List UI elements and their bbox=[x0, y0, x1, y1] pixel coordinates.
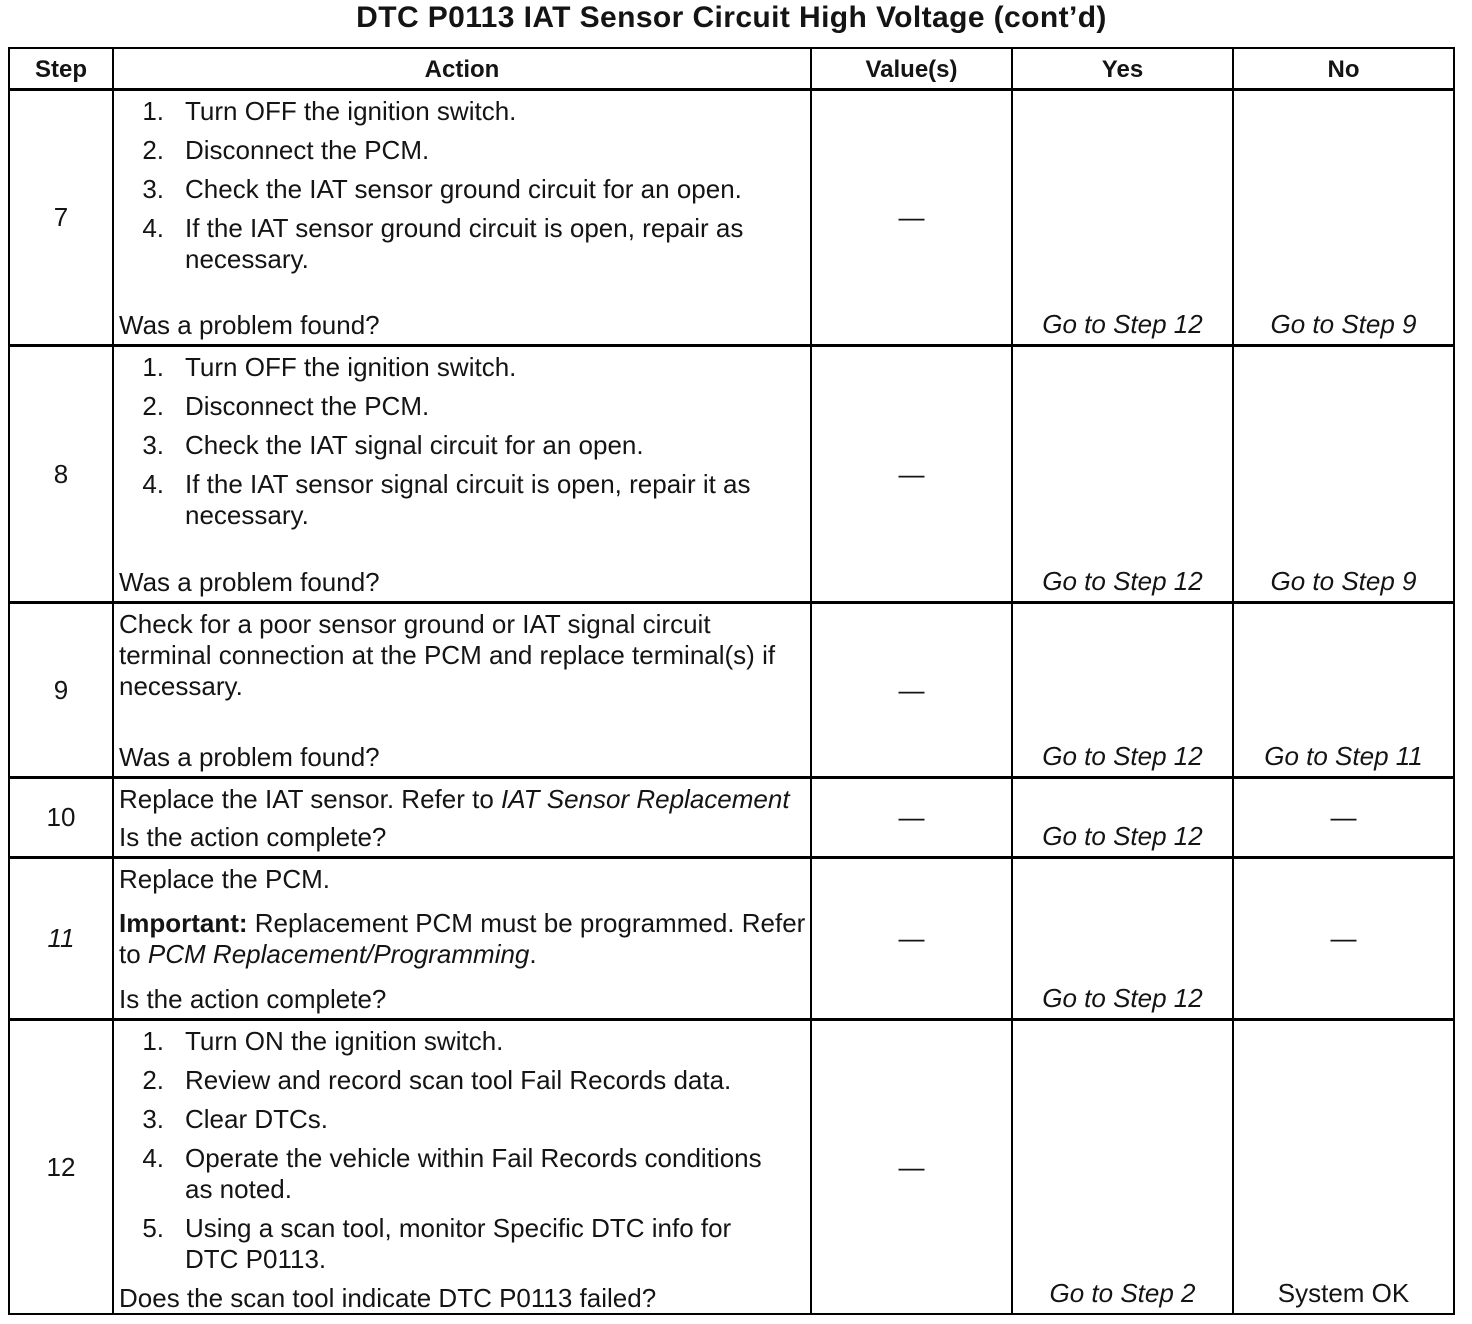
instruction-text: Replace the PCM. bbox=[119, 864, 330, 894]
instruction-item bbox=[119, 430, 810, 461]
instruction-body: Replace the IAT sensor. Refer to bbox=[119, 784, 502, 814]
item-text: Check the IAT sensor ground circuit for an open. bbox=[185, 174, 742, 204]
instruction-item bbox=[119, 391, 810, 422]
diagnostic-table bbox=[8, 47, 1455, 1315]
instruction-text bbox=[119, 784, 819, 815]
instruction-item bbox=[119, 174, 810, 205]
no-target: — bbox=[1330, 923, 1357, 953]
value-cell bbox=[812, 347, 1011, 601]
no-cell bbox=[1234, 859, 1453, 1018]
question-text: Was a problem found? bbox=[119, 742, 380, 772]
item-number: 5. bbox=[142, 1213, 164, 1243]
action-cell bbox=[114, 604, 810, 776]
item-text: Clear DTCs. bbox=[185, 1104, 329, 1134]
instruction-list bbox=[119, 352, 810, 539]
important-label: Important: bbox=[119, 908, 248, 938]
no-cell bbox=[1234, 604, 1453, 776]
step-cell bbox=[10, 779, 112, 856]
column-header-yes: Yes bbox=[1013, 49, 1232, 88]
value-text: — bbox=[898, 202, 925, 232]
value-text: — bbox=[898, 674, 925, 705]
item-text: If the IAT sensor signal circuit is open, repair it as necessary. bbox=[185, 469, 751, 530]
yes-target: Go to Step 2 bbox=[1049, 1278, 1196, 1308]
action-cell bbox=[114, 1021, 810, 1313]
reference-title: PCM Replacement/Programming bbox=[147, 939, 530, 969]
question-text: Is the action complete? bbox=[119, 822, 387, 852]
action-cell bbox=[114, 91, 810, 344]
instruction-item bbox=[119, 352, 810, 383]
item-number: 3. bbox=[142, 1104, 164, 1134]
value-text: — bbox=[898, 923, 925, 953]
step-number: 9 bbox=[53, 674, 69, 705]
item-text: Using a scan tool, monitor Specific DTC info for DTC P0113. bbox=[185, 1213, 732, 1274]
instruction-item bbox=[119, 213, 810, 275]
no-cell bbox=[1234, 347, 1453, 601]
instruction-block bbox=[119, 864, 810, 970]
item-text: Disconnect the PCM. bbox=[185, 135, 430, 165]
item-text: Turn OFF the ignition switch. bbox=[185, 96, 517, 126]
item-text: Turn OFF the ignition switch. bbox=[185, 352, 517, 382]
reference-title: IAT Sensor Replacement bbox=[501, 784, 790, 814]
value-cell bbox=[812, 604, 1011, 776]
item-text: Turn ON the ignition switch. bbox=[185, 1026, 504, 1056]
value-cell bbox=[812, 779, 1011, 856]
item-number: 1. bbox=[142, 96, 164, 126]
item-text: Disconnect the PCM. bbox=[185, 391, 430, 421]
item-number: 4. bbox=[142, 1143, 164, 1173]
no-target: System OK bbox=[1277, 1278, 1410, 1308]
yes-cell bbox=[1013, 604, 1232, 776]
value-text: — bbox=[898, 1151, 925, 1182]
item-text: Review and record scan tool Fail Records data. bbox=[185, 1065, 732, 1095]
question-text: Does the scan tool indicate DTC P0113 failed? bbox=[119, 1283, 657, 1313]
step-cell bbox=[10, 91, 112, 344]
value-text: — bbox=[898, 802, 925, 832]
action-cell bbox=[114, 347, 810, 601]
no-cell bbox=[1234, 1021, 1453, 1313]
no-target: — bbox=[1330, 802, 1357, 832]
action-cell bbox=[114, 779, 810, 856]
step-number: 8 bbox=[53, 458, 69, 489]
instruction-list bbox=[119, 96, 810, 283]
instruction-item bbox=[119, 135, 810, 166]
instruction-item bbox=[119, 469, 810, 531]
step-number: 10 bbox=[46, 802, 76, 832]
item-number: 4. bbox=[142, 469, 164, 499]
value-text: — bbox=[898, 458, 925, 489]
action-cell bbox=[114, 859, 810, 1018]
reference-suffix: . bbox=[529, 939, 537, 969]
item-number: 1. bbox=[142, 1026, 164, 1056]
instruction-item bbox=[119, 1065, 810, 1096]
column-header-no: No bbox=[1234, 49, 1453, 88]
instruction-text: Check for a poor sensor ground or IAT signal circuit terminal connection at the PCM and replace terminal(s) if necessary. bbox=[119, 609, 776, 701]
value-cell bbox=[812, 91, 1011, 344]
value-cell bbox=[812, 859, 1011, 1018]
item-number: 2. bbox=[142, 391, 164, 421]
yes-target: Go to Step 12 bbox=[1042, 309, 1203, 339]
yes-cell bbox=[1013, 779, 1232, 856]
important-note bbox=[119, 908, 819, 970]
step-cell bbox=[10, 859, 112, 1018]
no-target: Go to Step 9 bbox=[1270, 566, 1417, 596]
instruction-item bbox=[119, 1213, 810, 1275]
yes-target: Go to Step 12 bbox=[1042, 821, 1203, 851]
no-cell bbox=[1234, 779, 1453, 856]
instruction-item bbox=[119, 1104, 810, 1135]
item-number: 3. bbox=[142, 430, 164, 460]
yes-target: Go to Step 12 bbox=[1042, 741, 1203, 771]
yes-target: Go to Step 12 bbox=[1042, 983, 1203, 1013]
value-cell bbox=[812, 1021, 1011, 1313]
question-text: Was a problem found? bbox=[119, 310, 380, 340]
item-number: 2. bbox=[142, 135, 164, 165]
yes-cell bbox=[1013, 347, 1232, 601]
item-number: 4. bbox=[142, 213, 164, 243]
item-text: Operate the vehicle within Fail Records conditions as noted. bbox=[185, 1143, 762, 1204]
yes-cell bbox=[1013, 1021, 1232, 1313]
step-number: 7 bbox=[53, 202, 69, 232]
column-header-values: Value(s) bbox=[812, 49, 1011, 88]
step-number: 11 bbox=[47, 923, 75, 953]
no-target: Go to Step 9 bbox=[1270, 309, 1417, 339]
item-number: 3. bbox=[142, 174, 164, 204]
instruction-list bbox=[119, 1026, 810, 1283]
step-cell bbox=[10, 604, 112, 776]
column-header-step: Step bbox=[10, 49, 112, 88]
yes-cell bbox=[1013, 91, 1232, 344]
item-text: If the IAT sensor ground circuit is open, repair as necessary. bbox=[185, 213, 744, 274]
no-target: Go to Step 11 bbox=[1264, 741, 1423, 771]
instruction-item bbox=[119, 96, 810, 127]
item-text: Check the IAT signal circuit for an open. bbox=[185, 430, 644, 460]
question-text: Is the action complete? bbox=[119, 984, 387, 1014]
item-number: 2. bbox=[142, 1065, 164, 1095]
important-text: Replacement PCM must be programmed. Refer to bbox=[119, 908, 806, 969]
step-cell bbox=[10, 347, 112, 601]
instruction-item bbox=[119, 1143, 810, 1205]
question-text: Was a problem found? bbox=[119, 567, 380, 597]
step-cell bbox=[10, 1021, 112, 1313]
step-number: 12 bbox=[46, 1151, 76, 1182]
yes-cell bbox=[1013, 859, 1232, 1018]
yes-target: Go to Step 12 bbox=[1042, 566, 1203, 596]
column-header-action: Action bbox=[114, 49, 810, 88]
instruction-item bbox=[119, 1026, 810, 1057]
page-title: DTC P0113 IAT Sensor Circuit High Voltage (cont’d) bbox=[356, 1, 1107, 34]
no-cell bbox=[1234, 91, 1453, 344]
item-number: 1. bbox=[142, 352, 164, 382]
